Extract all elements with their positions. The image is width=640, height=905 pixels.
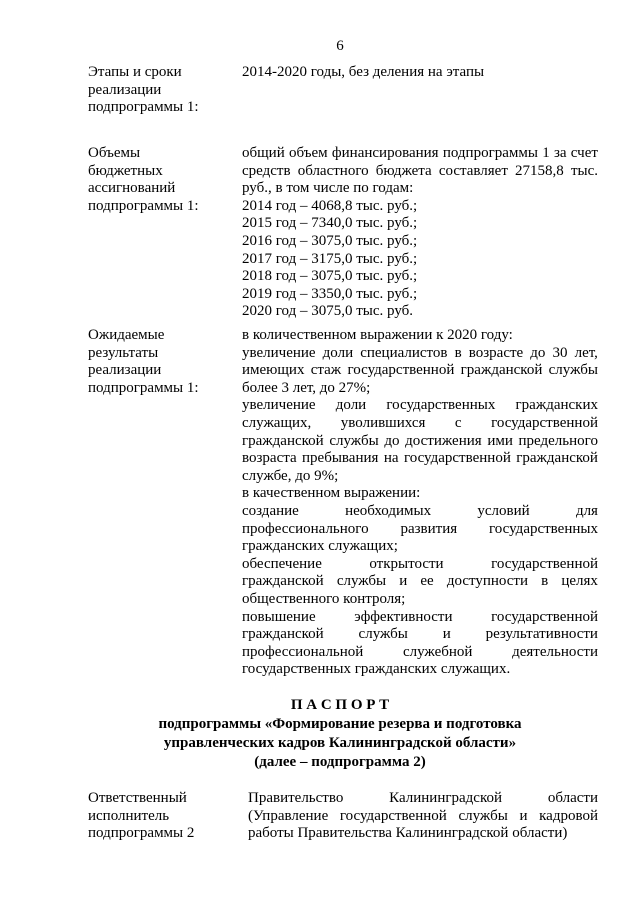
budget-label-line: Объемы: [88, 145, 141, 161]
word: в: [454, 344, 462, 361]
word: государственной: [491, 414, 598, 431]
word: до: [530, 344, 546, 361]
executor-label: [88, 790, 194, 843]
word: развития: [400, 520, 458, 537]
budget-value: [242, 145, 598, 321]
results-value-line: [242, 503, 598, 521]
stages-label-line: подпрограммы 1:: [88, 99, 199, 116]
word: в: [541, 573, 549, 590]
executor-label-line: Ответственный: [88, 790, 187, 806]
word: службы: [329, 432, 379, 449]
word: гражданских: [515, 397, 598, 414]
word: ими: [487, 432, 513, 449]
word: лет,: [574, 344, 598, 361]
stages-value-line: 2014-2020 годы, без деления на этапы: [242, 64, 485, 80]
word: увеличение: [242, 344, 316, 361]
stages-label-line: реализации: [88, 81, 162, 98]
results-value-line: [242, 415, 598, 433]
page-number-block: [90, 38, 590, 56]
word: службы: [458, 807, 508, 824]
word: результативности: [485, 626, 598, 643]
results-value-line: [242, 397, 598, 415]
passport-subtitle-line: подпрограммы «Формирование резерва и подготовка: [158, 716, 522, 732]
budget-value-line: [242, 163, 598, 181]
results-value-line: [242, 450, 598, 468]
word: 30: [552, 344, 568, 361]
word: предельного: [518, 432, 598, 449]
budget-year-line: 2014 год – 4068,8 тыс. руб.;: [242, 197, 418, 214]
word: увеличение: [242, 397, 316, 414]
passport-title: П А С П О Р Т: [290, 697, 390, 713]
budget-label-line: подпрограммы 1:: [88, 197, 199, 214]
budget-year-line: 2015 год – 7340,0 тыс. руб.;: [242, 215, 418, 232]
word: гражданской: [242, 626, 324, 643]
word: с: [454, 414, 462, 431]
budget-year-line: 2017 год – 3175,0 тыс. руб.;: [242, 250, 418, 267]
budget-label-line: ассигнований: [88, 180, 176, 197]
word: составляет: [438, 162, 508, 179]
stages-value: [242, 64, 598, 82]
results-value-line: более 3 лет, до 27%;: [242, 379, 371, 396]
word: государственной: [403, 450, 511, 467]
results-value-line: государственных гражданских служащих.: [242, 661, 511, 678]
word: средств: [242, 162, 291, 179]
word: достижения: [405, 432, 482, 449]
word: условий: [477, 502, 530, 519]
results-value-line: в количественном выражении к 2020 году:: [242, 327, 513, 343]
word: возраста: [242, 450, 297, 467]
word: государственных: [386, 397, 496, 414]
results-value-line: [242, 626, 598, 644]
results-value-line: общественного контроля;: [242, 590, 406, 607]
word: гражданской: [242, 432, 324, 449]
word: гражданской: [242, 573, 324, 590]
word: подпрограммы: [442, 145, 538, 161]
word: необходимых: [345, 502, 432, 519]
results-value-line: [242, 345, 598, 363]
executor-value-line: [248, 790, 598, 808]
executor-value-line: [248, 808, 598, 826]
word: и: [519, 807, 528, 824]
word: финансирования: [331, 145, 439, 161]
word: создание: [242, 502, 299, 519]
word: доли: [335, 397, 367, 414]
passport-subtitle-line: управленческих кадров Калининградской области»: [163, 735, 517, 751]
word: доли: [322, 344, 354, 361]
word: ее: [420, 573, 434, 590]
budget-year-line: 2020 год – 3075,0 тыс. руб.: [242, 303, 414, 320]
word: служащих,: [242, 414, 312, 431]
budget-value-line: [242, 145, 598, 163]
word: доступности: [446, 573, 529, 590]
word: 27158,8: [515, 162, 564, 179]
word: счет: [570, 145, 598, 161]
word: эффективности: [354, 608, 453, 625]
word: 1: [542, 145, 550, 161]
results-label-line: результаты: [88, 344, 159, 361]
word: Калининградской: [389, 790, 503, 806]
budget-year-line: 2019 год – 3350,0 тыс. руб.;: [242, 285, 418, 302]
budget-value-line: руб., в том числе по годам:: [242, 180, 414, 197]
passport-heading: [90, 696, 590, 772]
results-value-line: в качественном выражении:: [242, 485, 421, 502]
word: гражданской: [460, 362, 543, 379]
budget-year-line: 2018 год – 3075,0 тыс. руб.;: [242, 268, 418, 285]
word: имеющих: [242, 362, 305, 379]
results-value-line: [242, 521, 598, 539]
word: на: [383, 450, 399, 467]
results-value-line: [242, 609, 598, 627]
word: областного: [297, 162, 369, 179]
word: повышение: [242, 608, 316, 625]
word: Правительство: [248, 790, 344, 806]
executor-label-line: исполнитель: [88, 807, 170, 824]
word: служебной: [402, 643, 473, 660]
stages-label: [88, 64, 199, 117]
results-label: [88, 327, 199, 397]
word: государственной: [347, 362, 455, 379]
word: общий: [242, 145, 285, 161]
budget-label-line: бюджетных: [88, 162, 163, 179]
results-value-line: [242, 573, 598, 591]
word: гражданской: [516, 450, 598, 467]
word: службы: [358, 626, 408, 643]
results-value-line: службе, до 9%;: [242, 467, 339, 484]
word: государственной: [339, 807, 447, 824]
passport-subtitle-line: (далее – подпрограмма 2): [254, 754, 426, 770]
budget-label: [88, 145, 199, 215]
word: области: [547, 790, 598, 806]
word: пребывания: [302, 450, 379, 467]
results-value-line: [242, 644, 598, 662]
word: бюджета: [375, 162, 432, 179]
results-label-line: подпрограммы 1:: [88, 379, 199, 396]
word: и: [442, 626, 451, 643]
executor-label-line: подпрограммы 2: [88, 825, 195, 842]
word: для: [575, 502, 598, 519]
word: за: [553, 145, 567, 161]
word: кадровой: [539, 807, 598, 824]
word: стаж: [310, 362, 342, 379]
executor-value-line: работы Правительства Калининградской области): [248, 825, 568, 842]
word: обеспечение: [242, 555, 322, 572]
word: службы: [548, 362, 598, 379]
word: государственной: [491, 555, 598, 572]
results-label-line: Ожидаемые: [88, 327, 165, 343]
results-value-line: [242, 556, 598, 574]
results-value: [242, 327, 598, 679]
word: профессиональной: [242, 643, 364, 660]
word: государственной: [491, 608, 598, 625]
word: специалистов: [360, 344, 448, 361]
budget-year-line: 2016 год – 3075,0 тыс. руб.;: [242, 232, 418, 249]
results-label-line: реализации: [88, 362, 162, 379]
word: службы: [336, 573, 387, 590]
word: объем: [289, 145, 328, 161]
word: профессионального: [242, 520, 369, 537]
page-number: 6: [336, 38, 344, 54]
executor-value: [248, 790, 598, 843]
word: и: [399, 573, 408, 590]
word: возрасте: [468, 344, 524, 361]
results-value-line: [242, 362, 598, 380]
results-value-line: гражданских служащих;: [242, 538, 398, 555]
word: тыс.: [570, 162, 598, 179]
word: уволившихся: [340, 414, 426, 431]
word: деятельности: [512, 643, 598, 660]
word: открытости: [369, 555, 444, 572]
word: государственных: [489, 520, 598, 537]
word: целях: [561, 573, 598, 590]
results-value-line: [242, 433, 598, 451]
stages-label-line: Этапы и сроки: [88, 64, 182, 80]
word: до: [384, 432, 400, 449]
word: (Управление: [248, 807, 329, 824]
